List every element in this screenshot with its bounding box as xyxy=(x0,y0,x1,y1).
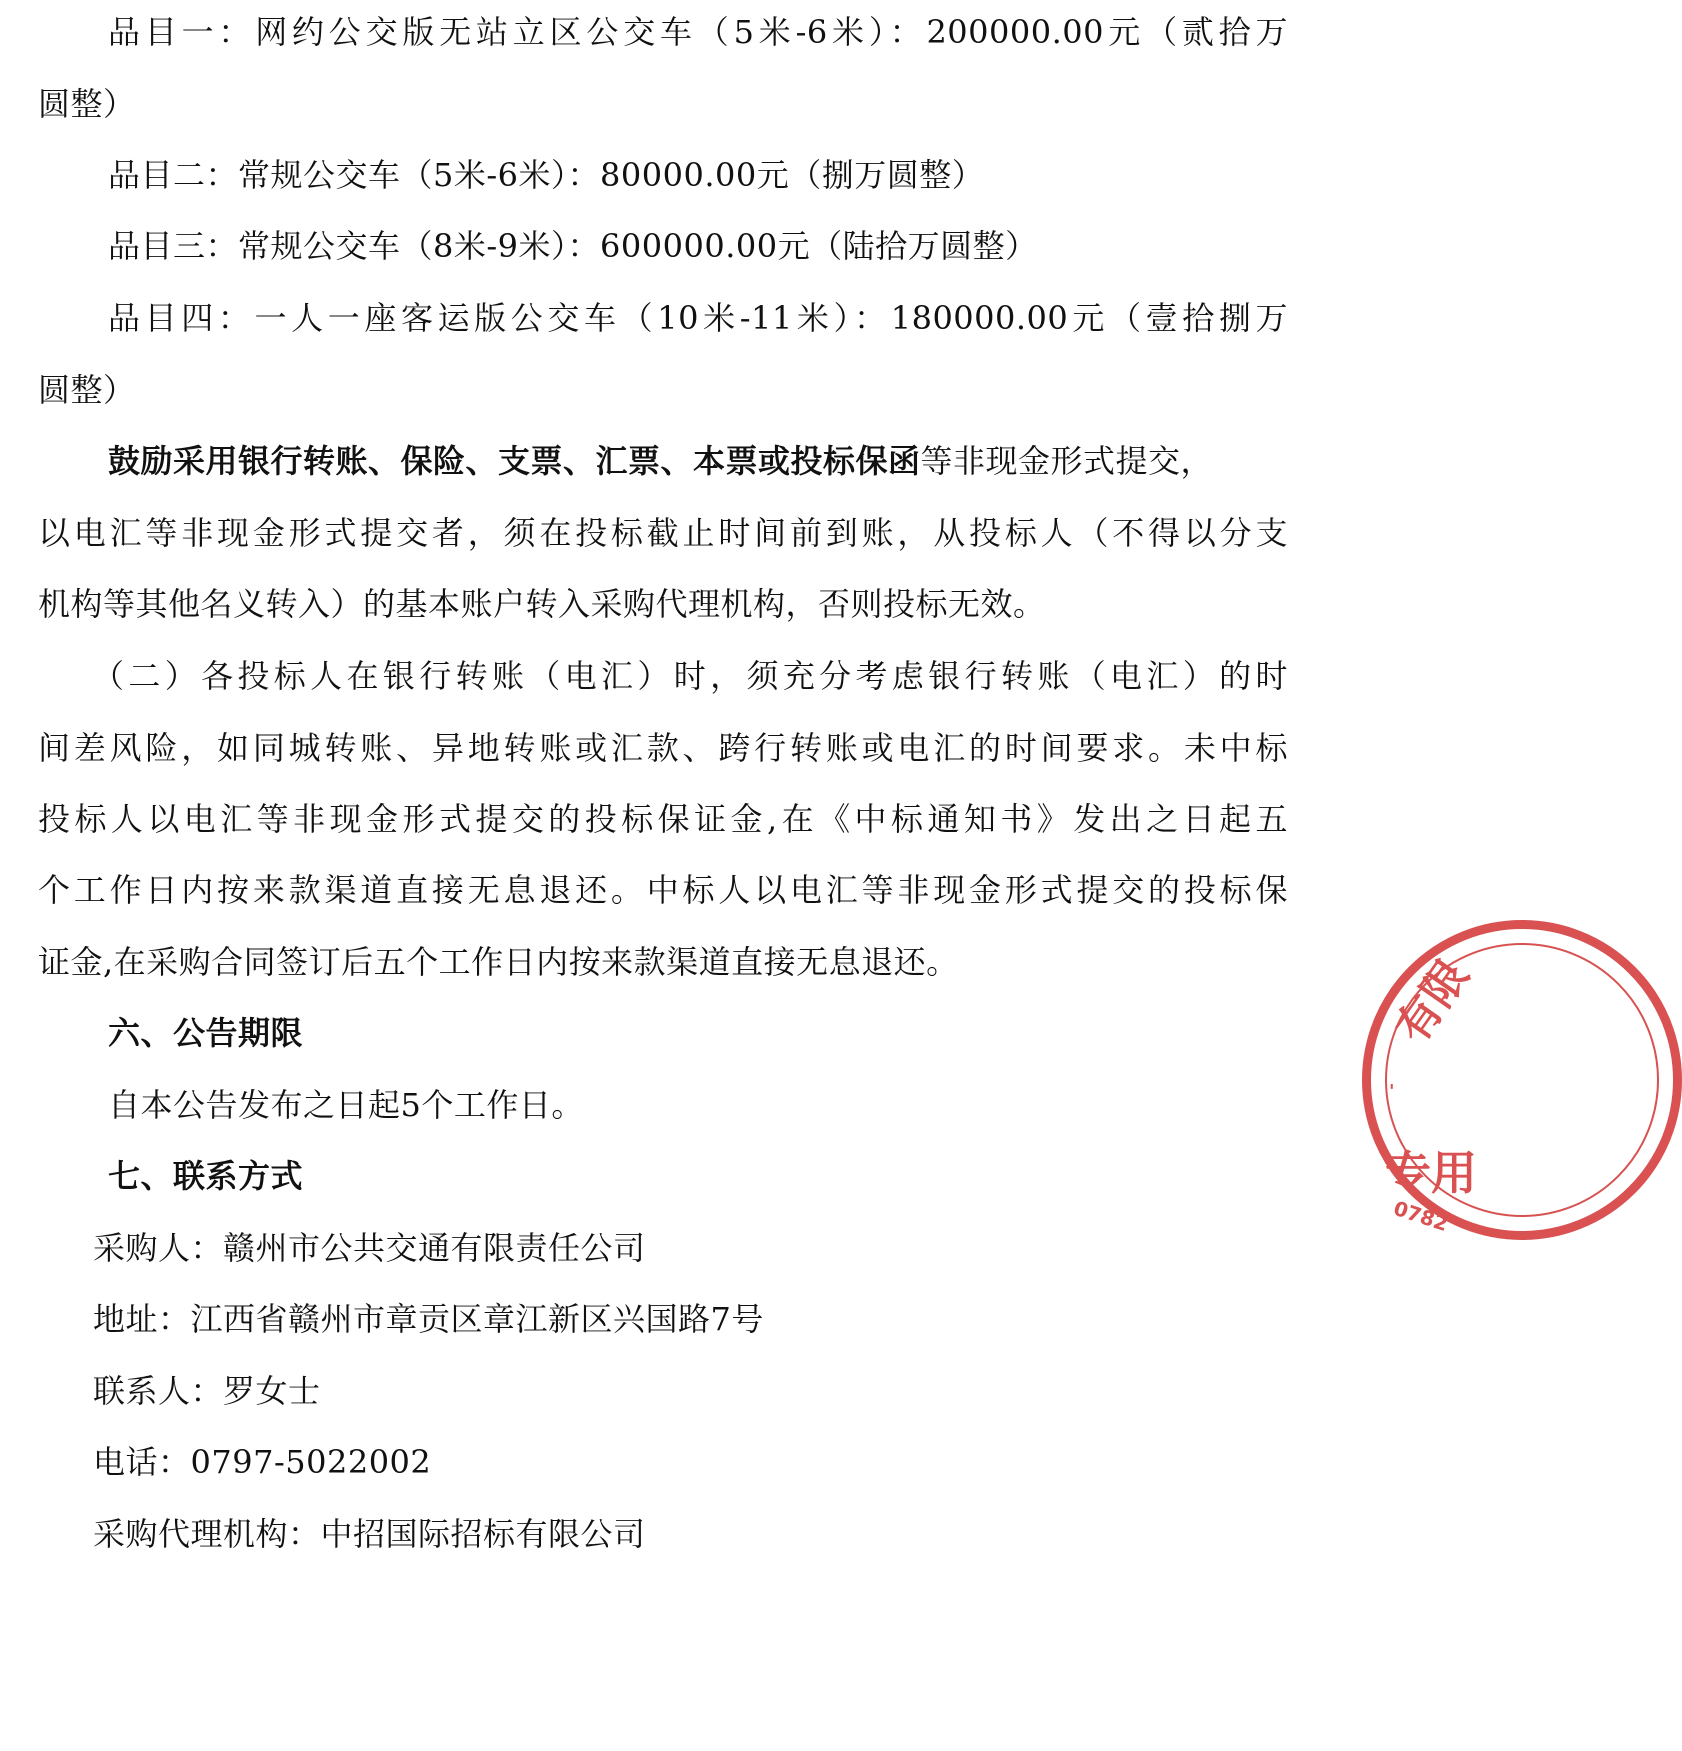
item-4-line-2: 圆整） xyxy=(38,371,136,409)
seal-top-text: 有限 xyxy=(1386,950,1479,1053)
item-3: 品目三：常规公交车（8米-9米）：600000.00元（陆拾万圆整） xyxy=(108,227,1038,265)
encourage-line-2: 以电汇等非现金形式提交者，须在投标截止时间前到账，从投标人（不得以分支 xyxy=(38,514,1288,552)
encourage-line-3: 机构等其他名义转入）的基本账户转入采购代理机构，否则投标无效。 xyxy=(38,585,1046,623)
encourage-line-1 xyxy=(108,437,1213,485)
encourage-bold-text: 鼓励采用银行转账、保险、支票、汇票、本票或投标保函 xyxy=(108,442,921,480)
seal-middle-text: 专用 xyxy=(1385,1146,1477,1200)
item-4-line-1: 品目四：一人一座客运版公交车（10米-11米）：180000.00元（壹拾捌万 xyxy=(108,299,1288,337)
section-6-heading: 六、公告期限 xyxy=(108,1014,304,1052)
item-1-line-1: 品目一：网约公交版无站立区公交车（5米-6米）：200000.00元（贰拾万 xyxy=(108,13,1288,51)
section-7-heading: 七、联系方式 xyxy=(108,1157,304,1195)
clause-2-line-3: 投标人以电汇等非现金形式提交的投标保证金,在《中标通知书》发出之日起五 xyxy=(38,800,1288,838)
seal-digits: 0782 xyxy=(1390,1195,1452,1237)
encourage-rest-text: 等非现金形式提交， xyxy=(920,442,1214,480)
clause-2-line-4: 个工作日内按来款渠道直接无息退还。中标人以电汇等非现金形式提交的投标保 xyxy=(38,871,1288,909)
address-line: 地址：江西省赣州市章贡区章江新区兴国路7号 xyxy=(93,1300,764,1338)
clause-2-line-1: （二）各投标人在银行转账（电汇）时，须充分考虑银行转账（电汇）的时 xyxy=(92,657,1288,695)
official-seal-stamp xyxy=(1362,920,1682,1240)
purchaser-line: 采购人：赣州市公共交通有限责任公司 xyxy=(93,1229,646,1267)
clause-2-line-2: 间差风险，如同城转账、异地转账或汇款、跨行转账或电汇的时间要求。未中标 xyxy=(38,729,1288,767)
phone-line: 电话：0797-5022002 xyxy=(93,1443,432,1481)
section-6-body: 自本公告发布之日起5个工作日。 xyxy=(108,1086,584,1124)
seal-tick-mark: ' xyxy=(1389,1081,1395,1102)
clause-2-line-5: 证金,在采购合同签订后五个工作日内按来款渠道直接无息退还。 xyxy=(38,943,959,981)
item-1-line-2: 圆整） xyxy=(38,85,136,123)
item-2: 品目二：常规公交车（5米-6米）：80000.00元（捌万圆整） xyxy=(108,156,985,194)
agency-line: 采购代理机构：中招国际招标有限公司 xyxy=(93,1515,646,1553)
contact-person-line: 联系人：罗女士 xyxy=(93,1372,321,1410)
